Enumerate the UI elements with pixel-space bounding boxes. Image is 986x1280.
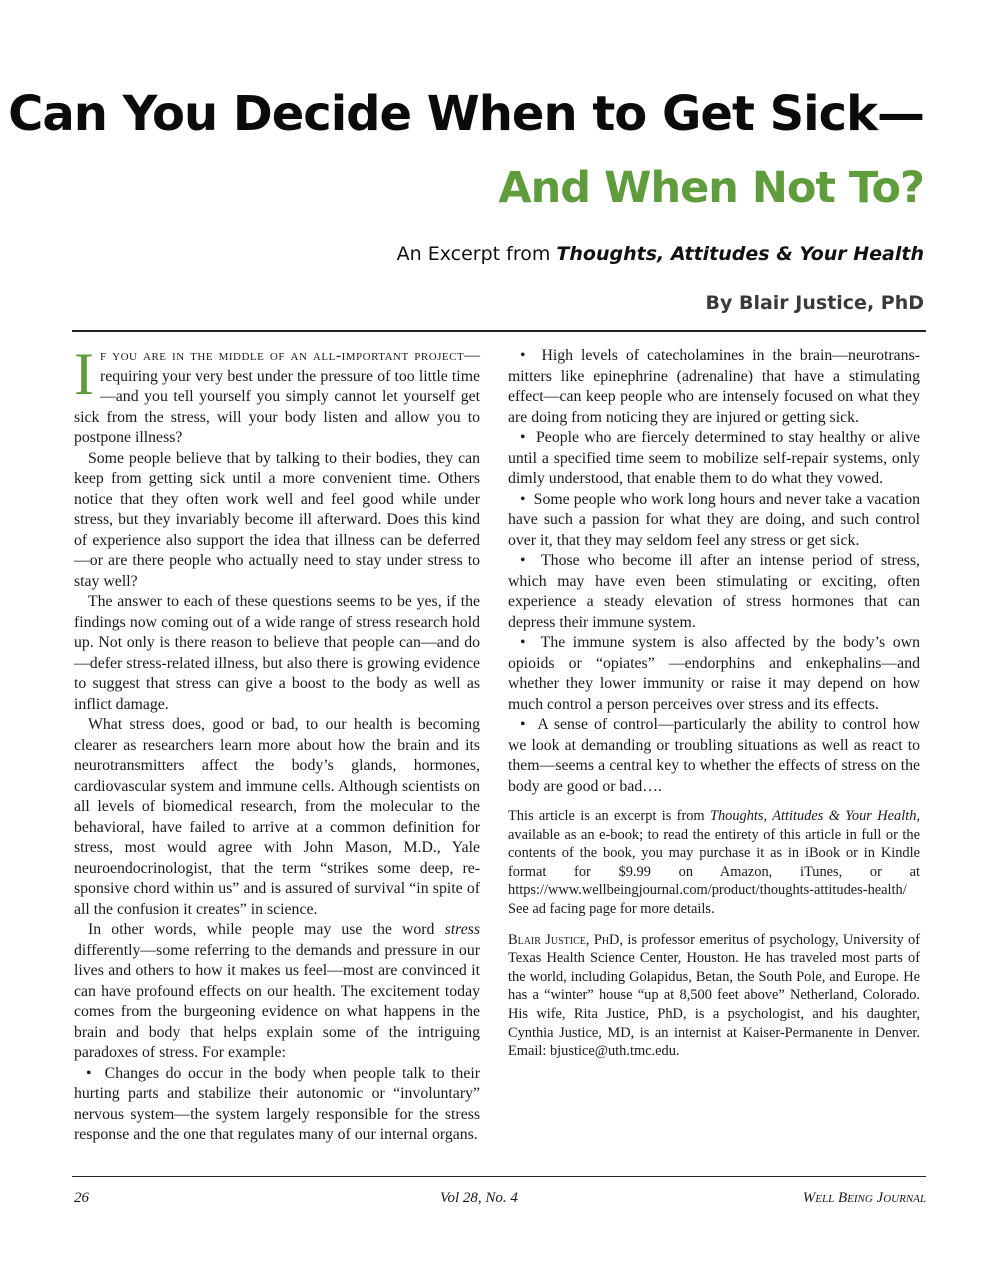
lead-rest: —requiring your very best under the pressure of too little time—and you tell yourself you simply cannot let yourself get sick from the stress, will your body listen and allow you to postpone illness?	[74, 347, 480, 446]
page-number: 26	[74, 1190, 89, 1206]
bullet-item: • Some people who work long hours and never take a vacation have such a passion for what they are doing, and such control over it, that they may seldom feel any stress or get sick.	[508, 490, 920, 552]
paragraph-text: differently—some referring to the demands and pressure in our lives and others to how it makes us feel—most are convinced it can have profound effects on our health. The excitement today comes from the burgeoning evidence on what happens in the brain and body that helps explain some of the intriguing paradoxes of stress. For example:	[74, 941, 480, 1061]
bullet-item: • A sense of control—particularly the ability to control how we look at demanding or troubling situations as well as react to them—seems a central key to whether the effects of stress on the body are good or bad….	[508, 715, 920, 797]
author-bio	[508, 931, 920, 1061]
subtitle-prefix: An Excerpt from	[396, 243, 557, 265]
lead-smallcaps: f you are in the middle of an all-important project	[99, 347, 465, 364]
article-title-line-1: Can You Decide When to Get Sick—	[8, 86, 924, 142]
footer-divider	[72, 1176, 926, 1177]
body-paragraph: What stress does, good or bad, to our health is becoming clearer as researchers learn more about how the brain and its neurotransmitters affect the body’s glands, hormones, cardiovascular system and immune cells. Although scientists on all levels of biomedical research, from the molecular to the behavioral, have failed to arrive at a common definition for stress, most would agree with John Mason, M.D., Yale neuroendocrinologist, that the term “strikes some deep, responsive chord within us” and is assured of survival “in spite of all the confusion it creates” in science.	[74, 716, 480, 918]
body-paragraph	[74, 920, 480, 1064]
excerpt-book-title: Thoughts, Attitudes & Your Health,	[709, 808, 920, 824]
issue-label: Vol 28, No. 4	[440, 1190, 518, 1206]
excerpt-rest: available as an e-book; to read the entirety of this article in full or the contents of the book, you may purchase it as in iBook or in Kindle format for $9.99 on Amazon, iTunes, or at https://www.wellbeingjournal.com/product/thoughts-attitudes-health/ See ad facing page for more details.	[508, 826, 920, 917]
left-column	[74, 341, 480, 1146]
lead-paragraph	[74, 341, 480, 449]
excerpt-note	[508, 807, 920, 919]
article-title-line-2: And When Not To?	[498, 163, 924, 213]
bullet-item: • Those who become ill after an intense period of stress, which may have even been stimulating or exciting, often experience a steady elevation of stress hormones that can depress their immune system.	[508, 551, 920, 633]
journal-name: Well Being Journal	[802, 1190, 926, 1206]
bullet-item: • High levels of catecholamines in the brain—neurotransmitters like epinephrine (adrenaline) that have a stimulating effect—can keep people who are intensely focused on what they are doing from noticing they are injured or getting sick.	[508, 346, 920, 428]
header-divider	[72, 330, 926, 332]
body-paragraph: Some people believe that by talking to their bodies, they can keep from getting sick until a more convenient time. Others notice that they often work well and feel good while under stress, but they invariably become ill afterward. Does this kind of experience also support the idea that illness can be deferred—or are there people who actually need to stay under stress to stay well?	[74, 449, 480, 590]
right-column	[508, 346, 920, 1061]
stress-emphasis: stress	[444, 921, 480, 938]
author-bio-text: is professor emeritus of psychology, University of Texas Health Science Center, Houston. He has traveled most parts of the world, including Golapidus, Betan, the South Pole, and Europe. He has a “winter” house “up at 8,500 feet above” Netherland, Colorado. His wife, Rita Justice, PhD, is a psychologist, and his daughter, Cynthia Justice, MD, is an internist at Kaiser-Permanente in Denver. Email: bjustice@uth.tmc.edu.	[508, 931, 920, 1060]
bullet-item: • The immune system is also affected by the body’s own opioids or “opiates” —endorphins and enkephalins—and whether they lower immunity or raise it may depend on how much control a person perceives over stress and its effects.	[508, 633, 920, 715]
byline: By Blair Justice, PhD	[705, 292, 924, 314]
excerpt-prefix: This article is an excerpt is from	[508, 808, 710, 824]
bullet-item: • Changes do occur in the body when people talk to their hurting parts and stabilize their autonomic or “involuntary” nervous system—the system largely responsible for the stress response and the one that regulates many of our internal organs.	[74, 1064, 480, 1146]
subtitle-book-title: Thoughts, Attitudes & Your Health	[556, 243, 924, 265]
drop-cap: I	[74, 341, 94, 407]
author-name: Blair Justice, PhD,	[508, 931, 624, 948]
body-paragraph: The answer to each of these questions seems to be yes, if the findings now coming out of a wide range of stress research hold up. Not only is there reason to believe that people can—and do—defer stress-related illness, but also there is growing evidence to suggest that stress can give a boost to the body as well as inflict damage.	[74, 593, 480, 713]
bullet-item: • People who are fiercely determined to stay healthy or alive until a specified time seem to mobilize self-repair systems, only dimly understood, that enable them to do what they vowed.	[508, 428, 920, 490]
article-subtitle	[397, 243, 924, 265]
paragraph-text: In other words, while people may use the word	[88, 921, 445, 938]
